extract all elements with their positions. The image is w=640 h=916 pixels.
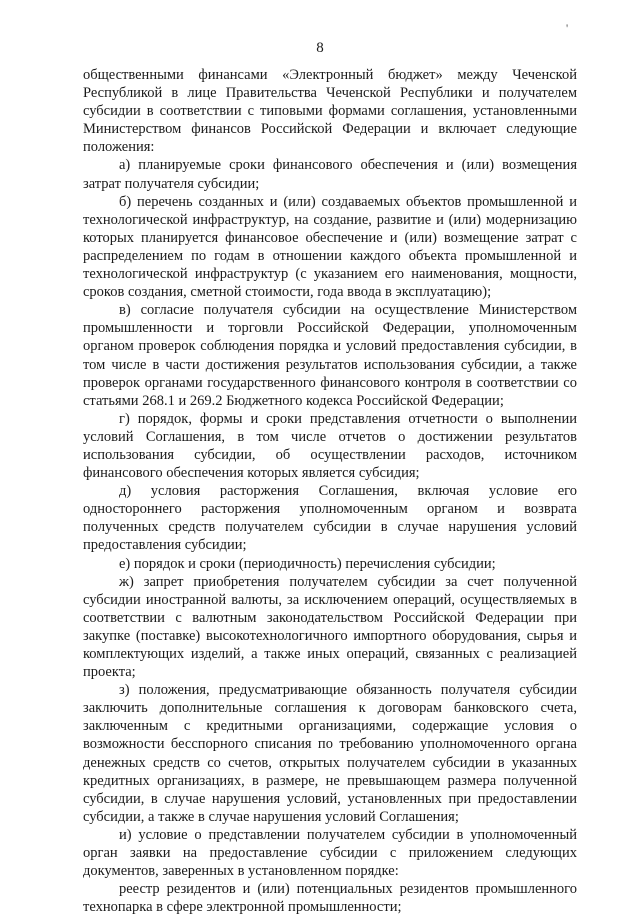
paragraph-item-d: д) условия расторжения Соглашения, включая условие его одностороннего расторжения уполномоченным органом и возврата полученных средств получателем субсидии в случае нарушения условий предоставления субсидии; [83,483,577,554]
paragraph-item-g: г) порядок, формы и сроки представления отчетности о выполнении условий Соглашения, в том числе отчетов о достижении результатов использования субсидии, об осуществлении расходов, источником финансового обеспечения которых является субсидия; [83,410,577,482]
paragraph-item-e: е) порядок и сроки (периодичность) перечисления субсидии; [119,555,496,572]
paragraph-item-zh: ж) запрет приобретения получателем субсидии за счет полученной субсидии иностранной валюты, за исключением операций, осуществляемых в соответствии с валютным законодательством Российской Федерации при закупке (поставке) высокотехнологичного импортного оборудования, сырья и комплектующих изделий, а также иных операций, связанных с реализацией проекта; [83,573,577,681]
paragraph-item-v: в) согласие получателя субсидии на осуществление Министерством промышленности и торговли Российской Федерации, уполномоченным органом проверок соблюдения порядка и условий предоставления субсидии, в том числе в части достижения результатов использования субсидии, а также проверок органами государственного финансового контроля в соответствии со статьями 268.1 и 269.2 Бюджетного кодекса Российской Федерации; [83,302,577,409]
document-body [83,66,577,916]
paragraph-item-a: а) планируемые сроки финансового обеспечения и (или) возмещения затрат получателя субсидии; [83,157,577,192]
corner-mark: ' [566,21,569,35]
paragraph-continuation: общественными финансами «Электронный бюджет» между Чеченской Республикой в лице Правительства Чеченской Республики и получателем субсидии в соответствии с типовыми формами соглашения, установленными Министерством финансов Российской Федерации и включает следующие положения: [83,67,577,156]
paragraph-item-z: з) положения, предусматривающие обязанность получателя субсидии заключить дополнительные соглашения к договорам банковского счета, заключенным с кредитными организациями, содержащие условия о возможности бесспорного списания по требованию уполномоченного органа денежных средств со счетов, открытых получателем субсидии в указанных кредитных организациях, в размере, не превышающем размера полученной субсидии, в случае нарушения условий, установленных при предоставлении субсидии, а также в случае нарушения условий Соглашения; [83,682,577,825]
page-number: 8 [316,40,324,56]
paragraph-item-i: и) условие о представлении получателем субсидии в уполномоченный орган заявки на предоставление субсидии с приложением следующих документов, заверенных в установленном порядке: [83,826,577,880]
paragraph-registry: реестр резидентов и (или) потенциальных резидентов промышленного технопарка в сфере электронной промышленности; [83,881,577,916]
paragraph-item-b: б) перечень созданных и (или) создаваемых объектов промышленной и технологической инфраструктур, на создание, развитие и (или) модернизацию которых планируется финансовое обеспечение и (или) возмещение затрат с распределением по годам в отношении каждого объекта промышленной и технологической инфраструктур (с указанием его наименования, мощности, сроков создания, сметной стоимости, года ввода в эксплуатацию); [83,193,577,301]
